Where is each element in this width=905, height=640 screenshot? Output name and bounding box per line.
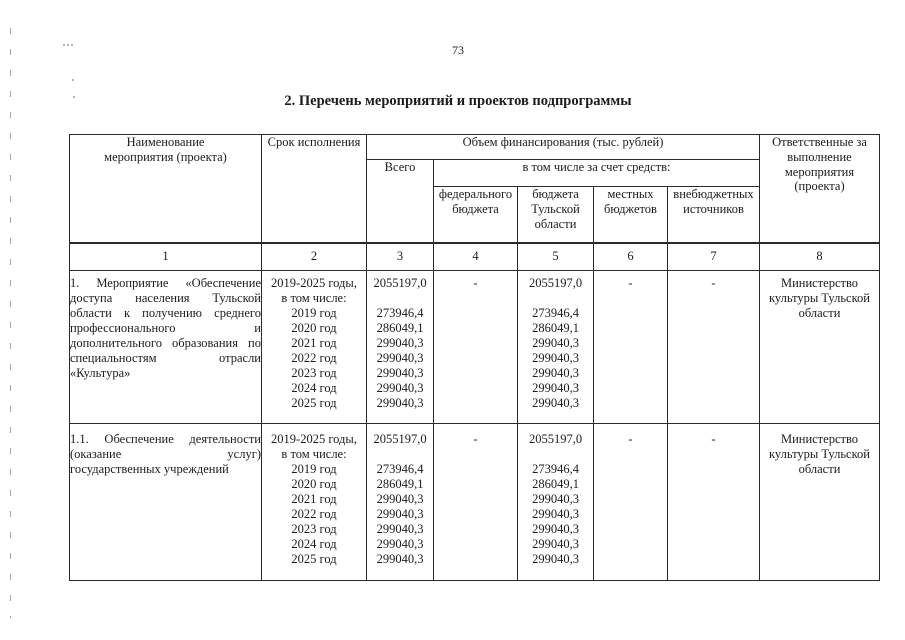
header-row	[70, 135, 880, 160]
total-year-amount: 299040,3	[376, 492, 424, 506]
blank-line	[367, 291, 433, 306]
blank-line	[518, 447, 593, 462]
column-number: 5	[518, 243, 594, 271]
total-year-amount: 286049,1	[376, 321, 424, 335]
scan-edge-mark	[10, 28, 11, 618]
column-number: 6	[594, 243, 668, 271]
activities-table	[69, 134, 880, 581]
column-number: 4	[434, 243, 518, 271]
extrabudgetary-cell	[668, 424, 760, 581]
total-amount: 2055197,0	[373, 276, 427, 290]
activity-name-line: 1.1. Обеспечение деятельности	[70, 432, 261, 446]
activity-name-line: дополнительного образования по	[70, 336, 261, 350]
blank-line	[367, 447, 433, 462]
scan-speck	[67, 44, 69, 46]
header-term	[262, 135, 367, 243]
total-year-amount: 273946,4	[376, 462, 424, 476]
header-regional-label: бюджета Тульской области	[531, 187, 580, 231]
header-including-label: в том числе за счет средств:	[522, 160, 671, 174]
local-amount: -	[628, 432, 633, 446]
header-term-label: Срок исполнения	[267, 135, 361, 149]
term-year: 2019 год	[291, 306, 337, 320]
local-cell	[594, 424, 668, 581]
scan-speck	[71, 44, 73, 46]
responsible-cell	[760, 271, 880, 424]
header-federal	[434, 187, 518, 243]
local-cell	[594, 271, 668, 424]
extrabudgetary-cell	[668, 271, 760, 424]
responsible-executor: Министерство культуры Тульской области	[769, 432, 870, 476]
total-cell	[367, 271, 434, 424]
regional-amount: 2055197,0	[528, 432, 583, 446]
header-local	[594, 187, 668, 243]
total-year-amount: 299040,3	[376, 351, 424, 365]
total-amount: 2055197,0	[373, 432, 427, 446]
federal-amount: -	[473, 276, 478, 290]
total-year-amount: 299040,3	[376, 522, 424, 536]
column-number: 3	[367, 243, 434, 271]
regional-year-amount: 299040,3	[532, 492, 579, 506]
regional-year-amount: 286049,1	[532, 477, 579, 491]
regional-year-amount: 299040,3	[532, 537, 579, 551]
extrabudgetary-amount: -	[711, 432, 716, 446]
activity-name-line: доступа населения Тульской	[70, 291, 261, 305]
total-year-amount: 299040,3	[376, 336, 424, 350]
term-cell	[262, 271, 367, 424]
activity-name-cell	[70, 271, 262, 424]
regional-year-amount: 299040,3	[532, 336, 579, 350]
header-name-label: Наименование мероприятия (проекта)	[104, 135, 227, 164]
activity-name-line: 1. Мероприятие «Обеспечение	[70, 276, 261, 290]
header-federal-label: федерального бюджета	[438, 187, 513, 216]
term-year: 2021 год	[291, 492, 337, 506]
local-amount: -	[628, 276, 633, 290]
term-year: 2024 год	[291, 537, 337, 551]
header-extrabudgetary-label: внебюджетных источников	[673, 187, 754, 216]
responsible-executor: Министерство культуры Тульской области	[769, 276, 870, 320]
header-responsible-label: Ответственные за выполнение мероприятия (проекта)	[772, 135, 867, 194]
extrabudgetary-amount: -	[711, 276, 716, 290]
term-cell	[262, 424, 367, 581]
column-number: 7	[668, 243, 760, 271]
scan-speck	[73, 96, 75, 98]
column-number: 8	[760, 243, 880, 271]
term-year: 2020 год	[291, 477, 337, 491]
total-year-amount: 286049,1	[376, 477, 424, 491]
total-year-amount: 299040,3	[376, 507, 424, 521]
activity-row	[70, 271, 880, 424]
total-year-amount: 299040,3	[376, 366, 424, 380]
term-period: 2019-2025 годы,	[271, 276, 357, 290]
term-year: 2024 год	[291, 381, 337, 395]
total-year-amount: 299040,3	[376, 396, 424, 410]
regional-year-amount: 299040,3	[532, 507, 579, 521]
regional-year-amount: 299040,3	[532, 366, 579, 380]
term-year: 2019 год	[291, 462, 337, 476]
header-funding	[367, 135, 760, 160]
header-responsible	[760, 135, 880, 243]
federal-cell	[434, 424, 518, 581]
term-year: 2022 год	[291, 507, 337, 521]
regional-year-amount: 299040,3	[532, 381, 579, 395]
activity-row	[70, 424, 880, 581]
activity-name-line: специальностям отрасли	[70, 351, 261, 365]
term-year: 2021 год	[291, 336, 337, 350]
header-regional	[518, 187, 594, 243]
total-year-amount: 299040,3	[376, 537, 424, 551]
regional-amount: 2055197,0	[528, 276, 583, 290]
term-year: 2023 год	[291, 366, 337, 380]
header-total-label: Всего	[384, 160, 416, 174]
column-number-row	[70, 243, 880, 271]
total-cell	[367, 424, 434, 581]
scan-speck	[63, 44, 65, 46]
term-period: 2019-2025 годы,	[271, 432, 357, 446]
regional-year-amount: 299040,3	[532, 396, 579, 410]
page-number: 73	[452, 43, 464, 57]
term-year: 2022 год	[291, 351, 337, 365]
column-number: 2	[262, 243, 367, 271]
regional-year-amount: 299040,3	[532, 351, 579, 365]
section-title: 2. Перечень мероприятий и проектов подпрограммы	[284, 93, 632, 109]
term-year: 2025 год	[291, 396, 337, 410]
term-year: 2023 год	[291, 522, 337, 536]
activity-name-line: (оказание услуг)	[70, 447, 261, 461]
activity-name-line: области к получению среднего	[70, 306, 261, 320]
header-funding-label: Объем финансирования (тыс. рублей)	[462, 135, 664, 149]
term-year: 2025 год	[291, 552, 337, 566]
regional-year-amount: 273946,4	[532, 462, 579, 476]
header-name	[70, 135, 262, 243]
federal-amount: -	[473, 432, 478, 446]
total-year-amount: 299040,3	[376, 381, 424, 395]
regional-year-amount: 273946,4	[532, 306, 579, 320]
term-including-label: в том числе:	[281, 447, 347, 461]
scan-speck	[72, 79, 74, 81]
term-including-label: в том числе:	[281, 291, 347, 305]
regional-year-amount: 286049,1	[532, 321, 579, 335]
total-year-amount: 273946,4	[376, 306, 424, 320]
activity-name-line: «Культура»	[70, 366, 131, 380]
activity-name-cell	[70, 424, 262, 581]
responsible-cell	[760, 424, 880, 581]
blank-line	[518, 291, 593, 306]
activity-name-line: профессионального и	[70, 321, 261, 335]
header-total	[367, 160, 434, 243]
regional-cell	[518, 424, 594, 581]
federal-cell	[434, 271, 518, 424]
header-including	[434, 160, 760, 187]
activity-name-line: государственных учреждений	[70, 462, 229, 476]
regional-year-amount: 299040,3	[532, 522, 579, 536]
regional-cell	[518, 271, 594, 424]
header-local-label: местных бюджетов	[604, 187, 657, 216]
column-number: 1	[70, 243, 262, 271]
header-extrabudgetary	[668, 187, 760, 243]
total-year-amount: 299040,3	[376, 552, 424, 566]
regional-year-amount: 299040,3	[532, 552, 579, 566]
term-year: 2020 год	[291, 321, 337, 335]
